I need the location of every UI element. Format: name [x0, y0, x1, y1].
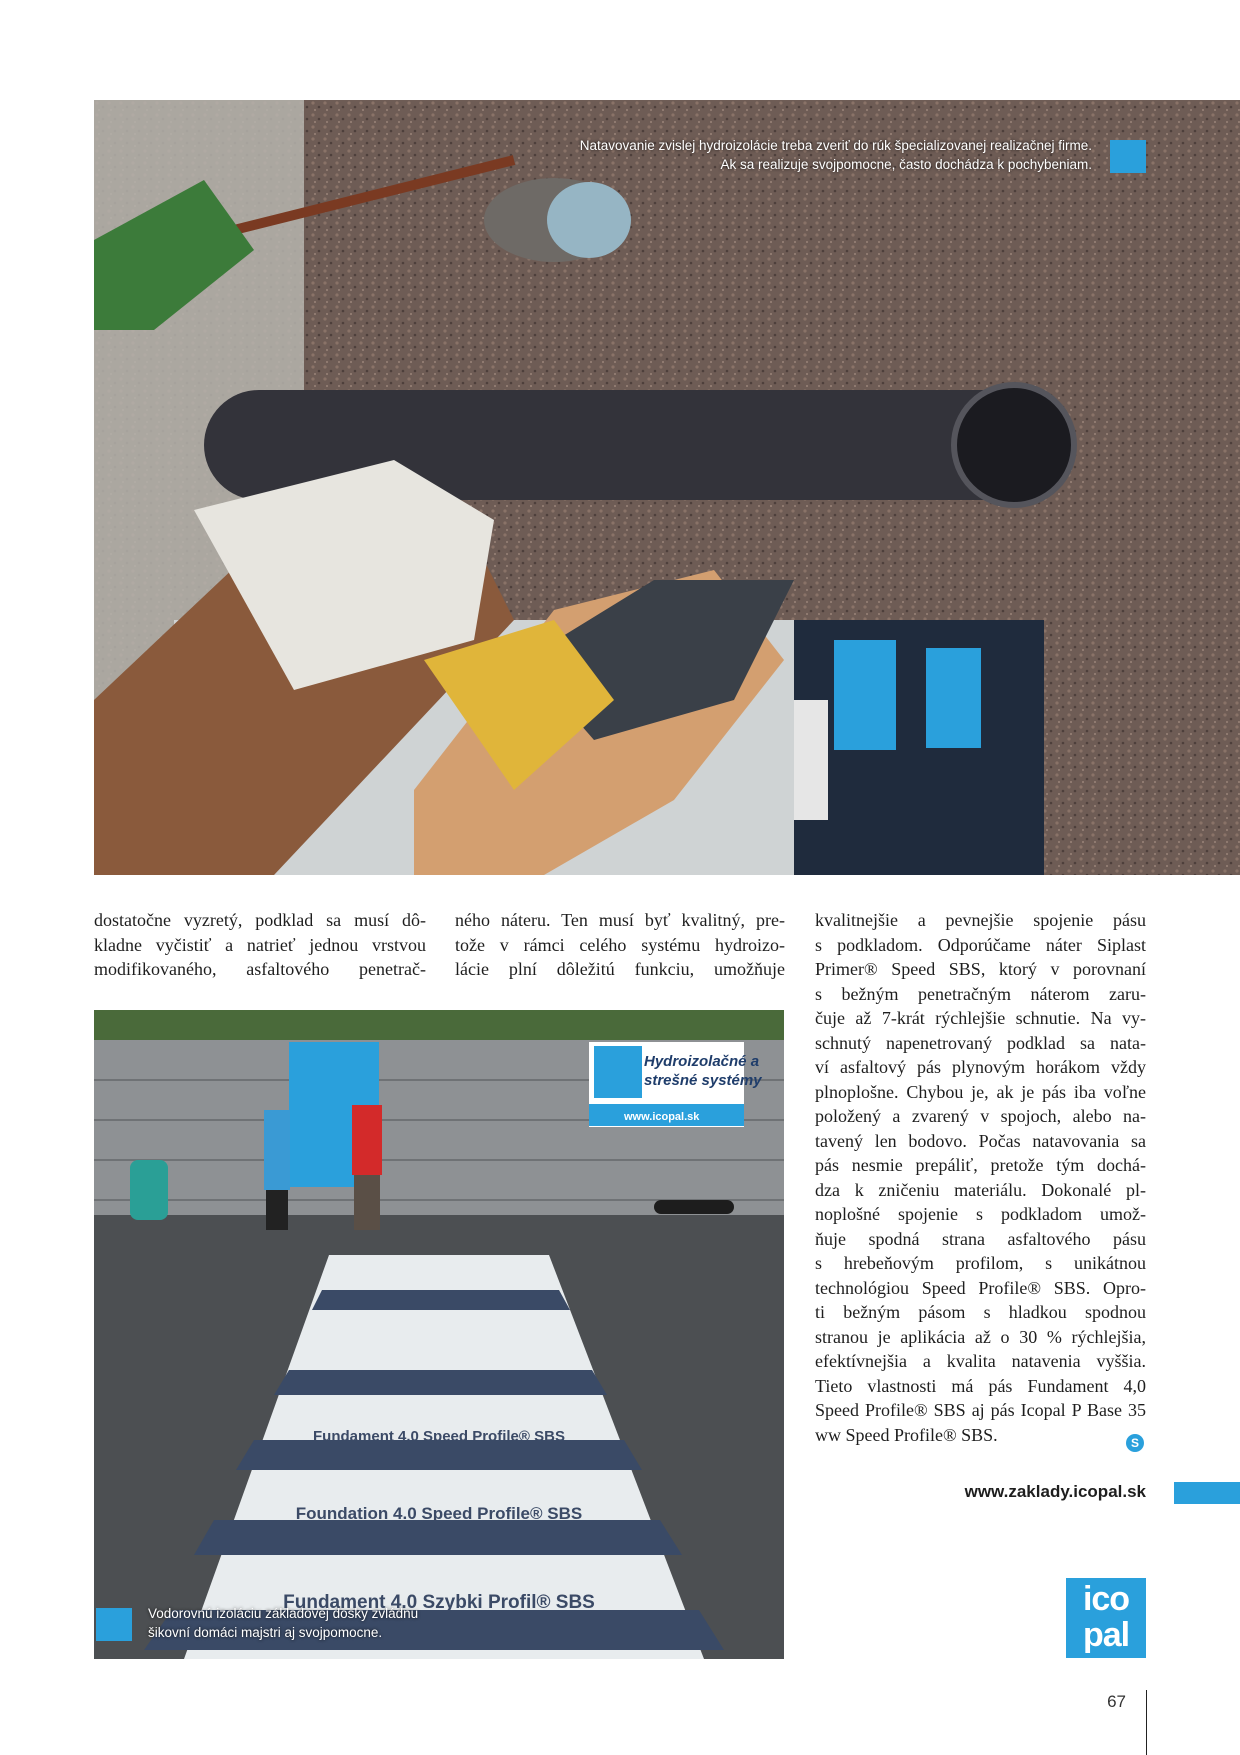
text-line: lácie plní dôležitú funkciu, umožňuje: [455, 959, 785, 979]
top-photo: [94, 100, 1240, 875]
accent-bar: [1174, 1482, 1240, 1504]
strip-line: Foundation 4.0 Speed Profile® SBS: [295, 1504, 583, 1523]
text-line: ví asfaltový pás plynovým horákom vždy: [815, 1057, 1146, 1077]
text-line: s hrebeňovým profilom, s unikátnou: [815, 1253, 1146, 1273]
text-line: Primer® Speed SBS, ktorý v porovnaní: [815, 959, 1146, 979]
text-line: plnoplošne. Chybou je, ak je pás iba voľne: [815, 1081, 1146, 1102]
text-line: efektívnejšia a kvalita natavenia vyššia.: [815, 1351, 1146, 1371]
bottom-photo: [94, 1010, 784, 1659]
text-line: schnutý napenetrovaný podklad sa nata-: [815, 1032, 1146, 1053]
page-rule: [1146, 1690, 1147, 1755]
text-line: čuje až 7-krát rýchlejšie schnutie. Na vy-: [815, 1008, 1146, 1028]
text-line: pás nesmie prepáliť, pretože tým dochá-: [815, 1155, 1146, 1175]
text-line: stranou je aplikácia až o 30 % rýchlejšia,: [815, 1326, 1146, 1347]
text-line: s podkladom. Odporúčame náter Siplast: [815, 934, 1146, 955]
logo-line: pal: [1082, 1616, 1130, 1654]
caption-marker-top: [1110, 140, 1146, 173]
article-column-1: [94, 908, 426, 982]
strip-line: Fundament 4.0 Szybki Profil® SBS: [283, 1592, 595, 1613]
top-photo-caption: [532, 136, 1092, 174]
text-line: s bežným penetračným náterom zaru-: [815, 983, 1146, 1004]
text-line: dza k zničeniu materiálu. Dokonalé pl-: [815, 1179, 1146, 1200]
caption-line: Natavovanie zvislej hydroizolácie treba zveriť do rúk špecializovanej realizačnej firme.: [579, 138, 1092, 153]
text-line: ti bežným pásom s hladkou spodnou: [815, 1302, 1146, 1322]
text-line: Speed Profile® SBS aj pás Icopal P Base 35: [815, 1400, 1146, 1420]
website-link[interactable]: www.zaklady.icopal.sk: [964, 1482, 1146, 1501]
text-line: tavený len bodovo. Počas natavovania sa: [815, 1130, 1146, 1151]
text-line: kvalitnejšie a pevnejšie spojenie pásu: [815, 910, 1146, 930]
strip-line: Fundament 4.0 Speed Profile® SBS: [313, 1428, 565, 1445]
caption-line: Vodorovnú izoláciu základovej dosky zvládnu: [148, 1606, 419, 1621]
caption-line: Ak sa realizuje svojpomocne, často dochádza k pochybeniam.: [720, 157, 1092, 172]
banner-subtitle: strešné systémy: [644, 1072, 762, 1089]
text-line: položený a zvarený v spojoch, alebo na-: [815, 1106, 1146, 1126]
text-line: tože v rámci celého systému hydroizo-: [455, 934, 785, 955]
text-line: dostatočne vyzretý, podklad sa musí dô-: [94, 910, 426, 930]
caption-line: šikovní domáci majstri aj svojpomocne.: [148, 1625, 383, 1640]
logo-line: ico: [1082, 1580, 1130, 1618]
text-line: noplošné spojenie s podkladom umož-: [815, 1204, 1146, 1224]
article-column-3: [815, 908, 1146, 1447]
text-line: kladne vyčistiť a natrieť jednou vrstvou: [94, 934, 426, 955]
text-line: ňuje spodná strana asfaltového pásu: [815, 1228, 1146, 1249]
text-line: ww Speed Profile® SBS.: [815, 1424, 998, 1445]
text-line: technológiou Speed Profile® SBS. Opro-: [815, 1277, 1146, 1298]
text-line: ného náteru. Ten musí byť kvalitný, pre-: [455, 910, 785, 930]
bottom-photo-caption: [148, 1604, 448, 1642]
icopal-logo: [1066, 1578, 1146, 1658]
text-line: modifikovaného, asfaltového penetrač-: [94, 959, 426, 979]
page-number: 67: [1107, 1692, 1126, 1711]
article-end-mark: S: [1126, 1434, 1144, 1452]
text-line: Tieto vlastnosti má pás Fundament 4,0: [815, 1375, 1146, 1396]
banner-url: www.icopal.sk: [624, 1111, 700, 1123]
article-column-2: [455, 908, 785, 982]
banner-title: Hydroizolačné a: [644, 1053, 760, 1070]
caption-marker-bottom: [96, 1608, 132, 1641]
